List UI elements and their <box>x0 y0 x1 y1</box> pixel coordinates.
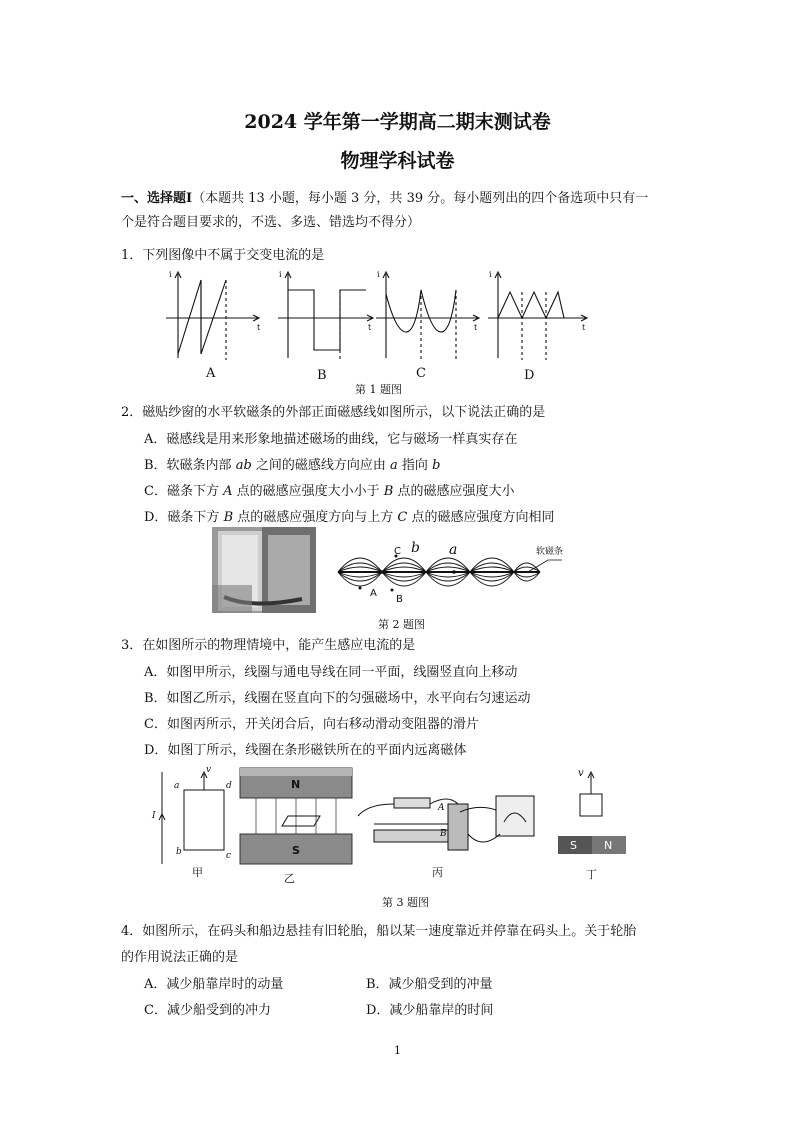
q3-stem: 3．在如图所示的物理情境中，能产生感应电流的是 <box>121 638 416 653</box>
q3-option-b: B．如图乙所示，线圈在竖直向下的匀强磁场中，水平向右匀速运动 <box>144 691 531 706</box>
svg-text:d: d <box>226 781 232 791</box>
q4-option-a: A．减少船靠岸时的动量 <box>144 977 284 992</box>
q2-option-a: A．磁感线是用来形象地描述磁场的曲线，它与磁场一样真实存在 <box>144 432 518 447</box>
q3-label-bing: 丙 <box>432 866 443 879</box>
exam-subtitle: 物理学科试卷 <box>340 150 455 172</box>
svg-text:v: v <box>578 768 584 779</box>
q3-label-yi: 乙 <box>284 872 295 885</box>
q1-graph-b <box>278 272 373 360</box>
q4-option-c: C．减少船受到的冲力 <box>144 1003 271 1018</box>
q2-option-b: B．软磁条内部 ab 之间的磁感线方向应由 a 指向 b <box>144 458 441 473</box>
q1-axis-t-d: t <box>582 323 586 332</box>
q3-fig-yi <box>240 768 352 864</box>
q1-stem: 1．下列图像中不属于交变电流的是 <box>121 248 325 263</box>
q2-point-b-lower: b <box>411 540 420 556</box>
svg-text:v: v <box>206 765 212 775</box>
q4-option-b: B．减少船受到的冲量 <box>366 977 493 992</box>
svg-text:I: I <box>152 811 156 821</box>
svg-text:N: N <box>604 839 613 852</box>
svg-text:b: b <box>176 847 182 857</box>
section-1-desc-2: 个是符合题目要求的，不选、多选、错选均不得分） <box>121 215 421 230</box>
q1-figure <box>160 266 620 366</box>
q3-fig-ding <box>558 768 626 854</box>
q3-fig-bing <box>358 796 534 850</box>
q2-point-a-lower: a <box>449 542 458 558</box>
q1-graph-a <box>166 272 259 360</box>
q1-axis-i-c: i <box>377 270 380 279</box>
q3-caption: 第 3 题图 <box>382 896 429 909</box>
svg-text:N: N <box>291 778 301 791</box>
q4-option-d: D．减少船靠岸的时间 <box>366 1003 494 1018</box>
q3-option-c: C．如图丙所示，开关闭合后，向右移动滑动变阻器的滑片 <box>144 717 479 732</box>
q1-caption: 第 1 题图 <box>355 383 402 396</box>
section-1-intro <box>121 187 648 206</box>
q1-axis-i-d: i <box>489 270 492 279</box>
q2-stem: 2．磁贴纱窗的水平软磁条的外部正面磁感线如图所示，以下说法正确的是 <box>121 405 546 420</box>
q1-axis-t-c: t <box>474 323 478 332</box>
svg-text:A: A <box>438 803 445 813</box>
q3-fig-jia <box>159 772 224 864</box>
q2-point-a: A <box>370 588 377 599</box>
q2-option-c: C．磁条下方 A 点的磁感应强度大小小于 B 点的磁感应强度大小 <box>144 484 515 499</box>
svg-text:S: S <box>292 844 300 857</box>
svg-text:c: c <box>226 851 232 861</box>
q1-label-a: A <box>206 366 216 381</box>
section-1-desc-1: （本题共 13 小题，每小题 3 分，共 39 分。每小题列出的四个备选项中只有一 <box>192 191 649 206</box>
exam-title: 2024 学年第一学期高二期末测试卷 <box>244 111 551 133</box>
q2-strip-label: 软磁条 <box>536 547 564 557</box>
q3-option-a: A．如图甲所示，线圈与通电导线在同一平面，线圈竖直向上移动 <box>144 665 518 680</box>
q2-window-photo <box>212 527 316 613</box>
q2-field-diagram <box>330 540 570 604</box>
q1-label-b: B <box>317 368 327 383</box>
q2-caption: 第 2 题图 <box>378 618 425 631</box>
q1-graph-c <box>376 272 479 360</box>
q4-stem-1: 4．如图所示，在码头和船边悬挂有旧轮胎，船以某一速度靠近并停靠在码头上。关于轮胎 <box>121 924 637 939</box>
q1-axis-i-b: i <box>279 270 282 279</box>
svg-text:S: S <box>570 839 577 852</box>
q3-figure <box>148 764 638 884</box>
q1-axis-t-b: t <box>368 323 372 332</box>
q3-option-d: D．如图丁所示，线圈在条形磁铁所在的平面内远离磁体 <box>144 743 467 758</box>
section-1-heading: 一、选择题Ⅰ <box>121 191 193 206</box>
q2-option-d: D．磁条下方 B 点的磁感应强度方向与上方 C 点的磁感应强度方向相同 <box>144 510 555 525</box>
q1-axis-t-a: t <box>257 323 261 332</box>
q1-graph-d <box>488 272 587 360</box>
page-number: 1 <box>394 1044 401 1057</box>
q3-label-jia: 甲 <box>192 866 203 879</box>
q4-stem-2: 的作用说法正确的是 <box>121 950 239 965</box>
q3-label-ding: 丁 <box>586 868 597 881</box>
q1-axis-i-a: i <box>169 270 172 279</box>
q1-label-d: D <box>524 368 535 383</box>
q2-point-b: B <box>396 594 403 605</box>
svg-text:a: a <box>174 781 180 791</box>
q2-point-c: C <box>394 546 401 557</box>
q1-label-c: C <box>416 366 426 381</box>
svg-text:B: B <box>440 829 447 839</box>
